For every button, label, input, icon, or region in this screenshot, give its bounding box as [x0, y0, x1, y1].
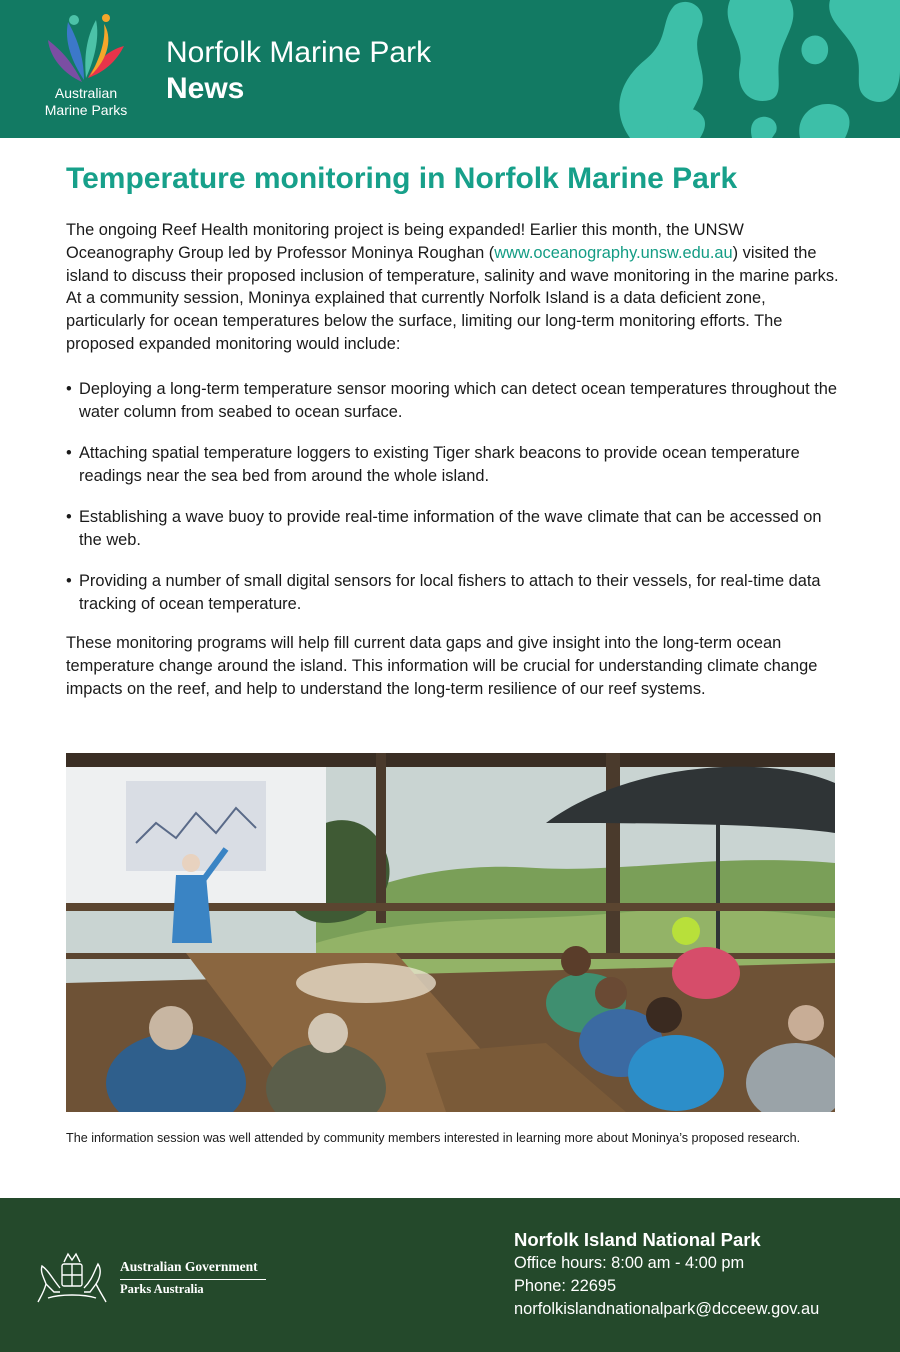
community-session-photo [66, 753, 835, 1112]
contact-block [514, 1228, 819, 1321]
intro-paragraph [66, 219, 846, 356]
intro-text-start: The ongoing Reef Health monitoring project is being expanded! Earlier this month, the UNSW Oceanography Group led by Professor Moninya Roughan ( [66, 221, 744, 262]
office-hours: Office hours: 8:00 am - 4:00 pm [514, 1254, 745, 1272]
page-header [0, 0, 900, 138]
coat-of-arms-icon [34, 1248, 110, 1306]
intro-text-end: ) visited the island to discuss their proposed inclusion of temperature, salinity and wave monitoring in the marine parks. At a community session, Moninya explained that currently Norfolk Island is a data deficient zone, particularly for ocean temperatures below the surface, limiting our long-term monitoring efforts. The proposed expanded monitoring would include: [66, 243, 839, 353]
closing-paragraph: These monitoring programs will help fill current data gaps and give insight into the long-term ocean temperature change around the island. This information will be crucial for understanding climate change impacts on the reef, and help to understand the long-term resilience of our reef systems. [66, 634, 818, 698]
australian-marine-parks-logo [30, 12, 142, 124]
oceanography-link[interactable]: www.oceanography.unsw.edu.au [494, 243, 733, 262]
email-address[interactable]: norfolkislandnationalpark@dcceew.gov.au [514, 1300, 820, 1318]
phone-number: Phone: 22695 [514, 1277, 617, 1295]
logo-text-line1: Australian [54, 85, 118, 101]
logo-text-line2: Marine Parks [44, 102, 128, 118]
coral-pattern-decoration [600, 0, 900, 138]
government-name: Australian Government [120, 1259, 266, 1280]
list-item: • Establishing a wave buoy to provide real-time information of the wave climate that can be accessed on the web. [66, 506, 846, 552]
article-headline: Temperature monitoring in Norfolk Marine Park [66, 162, 738, 195]
contact-title: Norfolk Island National Park [514, 1229, 761, 1250]
page-footer [0, 1198, 900, 1352]
header-subtitle: News [166, 72, 245, 105]
header-title: Norfolk Marine Park [166, 36, 432, 69]
photo-caption: The information session was well attended by community members interested in learning more about Moninya’s proposed research. [66, 1131, 801, 1145]
list-item: • Providing a number of small digital sensors for local fishers to attach to their vessels, for real-time data tracking of ocean temperature. [66, 570, 846, 616]
list-item: • Attaching spatial temperature loggers to existing Tiger shark beacons to provide ocean temperature readings near the sea bed from around the whole island. [66, 442, 846, 488]
monitoring-list [66, 378, 846, 634]
agency-name: Parks Australia [120, 1282, 204, 1296]
coral-logo-icon [44, 12, 128, 84]
list-item: • Deploying a long-term temperature sensor mooring which can detect ocean temperatures throughout the water column from seabed to ocean surface. [66, 378, 846, 424]
logo-wordmark [30, 85, 142, 119]
